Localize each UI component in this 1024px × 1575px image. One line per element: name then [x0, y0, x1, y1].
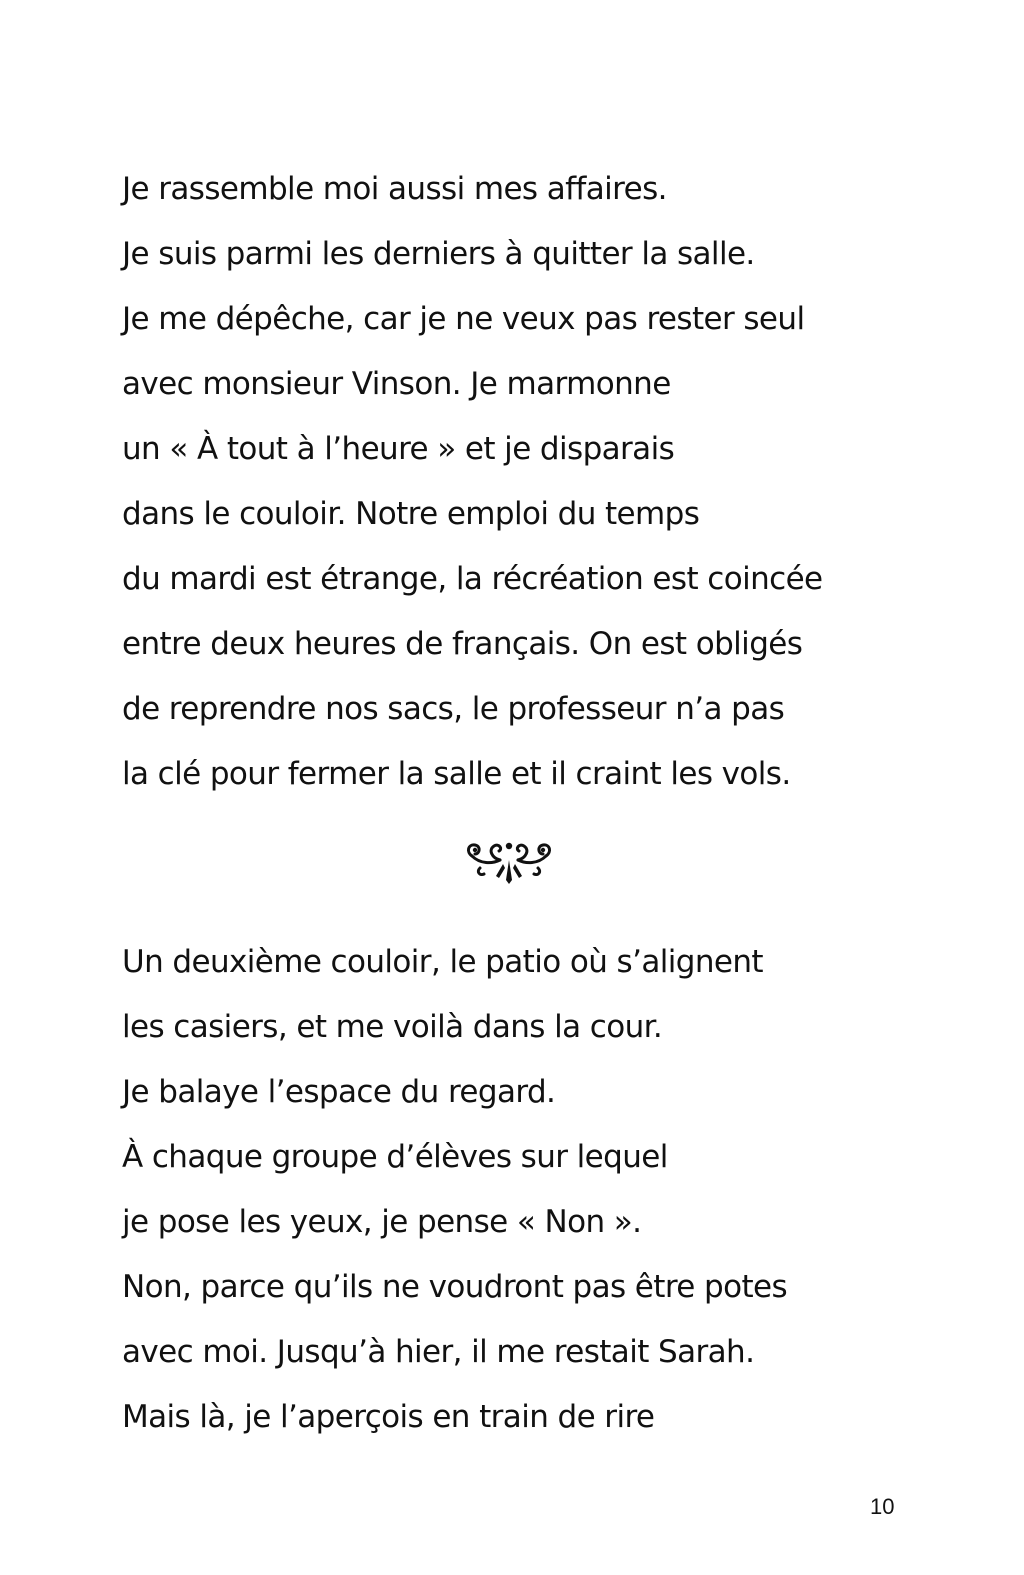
text-line: dans le couloir. Notre emploi du temps — [122, 496, 700, 532]
text-line: Je balaye l’espace du regard. — [122, 1074, 556, 1110]
page-number: 10 — [870, 1494, 895, 1519]
paragraph-1 — [122, 157, 823, 807]
text-line: avec monsieur Vinson. Je marmonne — [122, 366, 671, 402]
text-line: entre deux heures de français. On est obligés — [122, 626, 803, 662]
ornamental-flourish-icon — [462, 838, 556, 886]
text-line: Un deuxième couloir, le patio où s’alignent — [122, 944, 763, 980]
text-line: un « À tout à l’heure » et je disparais — [122, 431, 675, 467]
text-line: Je me dépêche, car je ne veux pas rester seul — [122, 301, 805, 337]
text-line: Mais là, je l’aperçois en train de rire — [122, 1399, 655, 1435]
text-line: avec moi. Jusqu’à hier, il me restait Sarah. — [122, 1334, 755, 1370]
text-line: du mardi est étrange, la récréation est coincée — [122, 561, 823, 597]
text-line: Je suis parmi les derniers à quitter la salle. — [122, 236, 755, 272]
text-line: de reprendre nos sacs, le professeur n’a pas — [122, 691, 785, 727]
text-line: les casiers, et me voilà dans la cour. — [122, 1009, 663, 1045]
text-line: Non, parce qu’ils ne voudront pas être potes — [122, 1269, 788, 1305]
paragraph-2 — [122, 930, 787, 1450]
text-line: la clé pour fermer la salle et il craint les vols. — [122, 756, 791, 792]
text-line: je pose les yeux, je pense « Non ». — [122, 1204, 642, 1240]
text-line: À chaque groupe d’élèves sur lequel — [122, 1139, 668, 1175]
text-line: Je rassemble moi aussi mes affaires. — [122, 171, 667, 207]
